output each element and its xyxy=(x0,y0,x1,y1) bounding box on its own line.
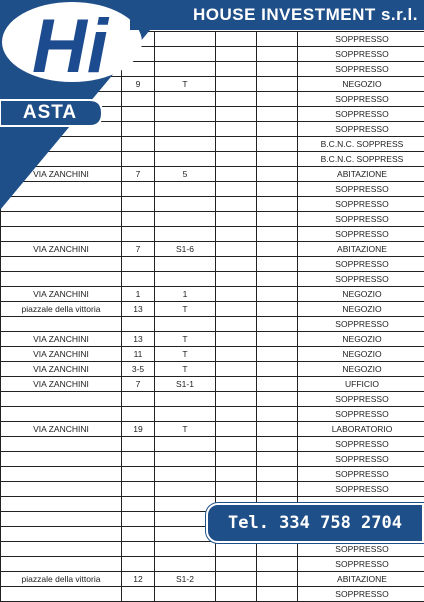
table-cell: 11 xyxy=(122,347,155,362)
table-cell xyxy=(155,137,216,152)
table-cell: SOPPRESSO xyxy=(298,467,424,482)
table-cell xyxy=(257,392,298,407)
phone-number: Tel. 334 758 2704 xyxy=(228,513,402,533)
table-cell xyxy=(216,482,257,497)
table-row xyxy=(1,377,424,392)
table-cell xyxy=(155,107,216,122)
table-cell: T xyxy=(155,347,216,362)
table-cell xyxy=(155,467,216,482)
table-cell xyxy=(257,422,298,437)
table-cell xyxy=(257,572,298,587)
table-cell: SOPPRESSO xyxy=(298,122,424,137)
table-cell xyxy=(1,527,122,542)
table-cell: NEGOZIO xyxy=(298,287,424,302)
table-row xyxy=(1,302,424,317)
table-row xyxy=(1,482,424,497)
table-cell: S1-1 xyxy=(155,377,216,392)
table-cell xyxy=(216,377,257,392)
table-cell xyxy=(216,407,257,422)
table-cell xyxy=(257,287,298,302)
table-cell xyxy=(216,467,257,482)
table-cell xyxy=(216,212,257,227)
table-row xyxy=(1,332,424,347)
table-cell xyxy=(155,437,216,452)
table-row xyxy=(1,452,424,467)
table-cell xyxy=(216,572,257,587)
table-cell xyxy=(216,452,257,467)
table-cell xyxy=(216,77,257,92)
table-cell: NEGOZIO xyxy=(298,347,424,362)
table-cell xyxy=(155,317,216,332)
table-cell: S1-6 xyxy=(155,242,216,257)
table-cell xyxy=(257,482,298,497)
table-cell: SOPPRESSO xyxy=(298,212,424,227)
table-row xyxy=(1,467,424,482)
table-cell xyxy=(122,407,155,422)
table-cell: SOPPRESSO xyxy=(298,227,424,242)
table-cell xyxy=(216,242,257,257)
table-cell: NEGOZIO xyxy=(298,77,424,92)
table-cell xyxy=(216,152,257,167)
table-cell xyxy=(216,182,257,197)
table-cell: 1 xyxy=(122,287,155,302)
table-cell xyxy=(257,347,298,362)
table-cell: SOPPRESSO xyxy=(298,62,424,77)
table-cell xyxy=(1,557,122,572)
table-cell xyxy=(216,47,257,62)
table-cell xyxy=(257,242,298,257)
table-cell xyxy=(257,362,298,377)
table-cell xyxy=(155,92,216,107)
table-cell xyxy=(216,122,257,137)
table-cell: VIA ZANCHINI xyxy=(1,242,122,257)
table-cell xyxy=(216,107,257,122)
table-cell xyxy=(216,137,257,152)
table-cell xyxy=(216,317,257,332)
table-cell xyxy=(1,512,122,527)
table-cell xyxy=(216,392,257,407)
table-cell: T xyxy=(155,422,216,437)
table-cell xyxy=(155,392,216,407)
table-cell: SOPPRESSO xyxy=(298,482,424,497)
table-cell xyxy=(216,257,257,272)
table-cell: VIA ZANCHINI xyxy=(1,362,122,377)
table-cell xyxy=(257,332,298,347)
table-cell xyxy=(257,437,298,452)
table-cell: SOPPRESSO xyxy=(298,407,424,422)
table-cell: 13 xyxy=(122,332,155,347)
table-cell: SOPPRESSO xyxy=(298,107,424,122)
table-cell xyxy=(216,287,257,302)
table-cell xyxy=(1,482,122,497)
table-cell: ABITAZIONE xyxy=(298,167,424,182)
table-cell xyxy=(122,317,155,332)
table-row xyxy=(1,542,424,557)
table-cell: NEGOZIO xyxy=(298,332,424,347)
table-cell xyxy=(216,92,257,107)
table-cell: VIA ZANCHINI xyxy=(1,377,122,392)
table-cell xyxy=(155,557,216,572)
table-cell: 7 xyxy=(122,242,155,257)
table-cell xyxy=(216,437,257,452)
table-row xyxy=(1,257,424,272)
table-cell: 19 xyxy=(122,422,155,437)
table-cell: SOPPRESSO xyxy=(298,257,424,272)
table-cell xyxy=(257,182,298,197)
table-cell xyxy=(155,212,216,227)
table-cell: LABORATORIO xyxy=(298,422,424,437)
table-cell xyxy=(216,422,257,437)
asta-badge-label: ASTA xyxy=(0,100,100,126)
table-cell: SOPPRESSO xyxy=(298,542,424,557)
table-cell xyxy=(122,512,155,527)
table-cell xyxy=(122,557,155,572)
table-cell: SOPPRESSO xyxy=(298,557,424,572)
table-cell: SOPPRESSO xyxy=(298,272,424,287)
table-cell: 7 xyxy=(122,377,155,392)
table-cell xyxy=(1,272,122,287)
table-cell xyxy=(1,587,122,602)
table-cell xyxy=(155,122,216,137)
table-cell xyxy=(122,527,155,542)
table-cell: S1-2 xyxy=(155,572,216,587)
table-cell xyxy=(216,62,257,77)
table-row xyxy=(1,392,424,407)
table-cell xyxy=(1,467,122,482)
table-cell xyxy=(122,452,155,467)
table-cell: piazzale della vittoria xyxy=(1,302,122,317)
table-row xyxy=(1,557,424,572)
table-cell: VIA ZANCHINI xyxy=(1,347,122,362)
table-cell xyxy=(257,107,298,122)
table-cell: NEGOZIO xyxy=(298,362,424,377)
table-cell xyxy=(1,437,122,452)
table-cell xyxy=(155,542,216,557)
table-cell xyxy=(257,557,298,572)
table-cell xyxy=(155,182,216,197)
table-row xyxy=(1,587,424,602)
table-cell: 3-5 xyxy=(122,362,155,377)
table-cell xyxy=(155,482,216,497)
table-cell xyxy=(155,152,216,167)
table-cell xyxy=(257,197,298,212)
table-cell xyxy=(216,227,257,242)
table-cell: SOPPRESSO xyxy=(298,47,424,62)
table-cell: T xyxy=(155,362,216,377)
table-cell xyxy=(257,47,298,62)
table-row xyxy=(1,317,424,332)
table-cell xyxy=(155,272,216,287)
table-cell xyxy=(1,392,122,407)
table-cell xyxy=(257,152,298,167)
table-cell xyxy=(155,47,216,62)
table-cell: VIA ZANCHINI xyxy=(1,287,122,302)
table-cell: VIA ZANCHINI xyxy=(1,422,122,437)
table-cell xyxy=(257,377,298,392)
table-cell: SOPPRESSO xyxy=(298,437,424,452)
table-cell xyxy=(216,32,257,47)
table-cell xyxy=(155,452,216,467)
table-cell xyxy=(122,497,155,512)
table-cell xyxy=(257,137,298,152)
table-cell: 12 xyxy=(122,572,155,587)
table-cell xyxy=(1,407,122,422)
table-cell xyxy=(257,77,298,92)
table-cell xyxy=(1,542,122,557)
table-cell: SOPPRESSO xyxy=(298,32,424,47)
table-cell xyxy=(257,62,298,77)
table-cell: ABITAZIONE xyxy=(298,572,424,587)
table-cell: 7 xyxy=(122,167,155,182)
table-cell xyxy=(257,542,298,557)
table-cell: VIA ZANCHINI xyxy=(1,167,122,182)
table-cell xyxy=(216,362,257,377)
table-cell xyxy=(257,407,298,422)
table-cell: SOPPRESSO xyxy=(298,587,424,602)
table-cell xyxy=(155,587,216,602)
table-cell xyxy=(1,317,122,332)
table-cell xyxy=(216,302,257,317)
table-cell: SOPPRESSO xyxy=(298,317,424,332)
table-cell xyxy=(257,302,298,317)
table-cell xyxy=(155,227,216,242)
company-name: HOUSE INVESTMENT s.r.l. xyxy=(193,5,418,24)
table-cell: 5 xyxy=(155,167,216,182)
table-cell xyxy=(257,167,298,182)
table-cell: T xyxy=(155,77,216,92)
table-cell xyxy=(122,257,155,272)
table-cell xyxy=(257,257,298,272)
table-cell xyxy=(216,557,257,572)
table-cell xyxy=(1,257,122,272)
table-cell: ABITAZIONE xyxy=(298,242,424,257)
table-cell xyxy=(257,227,298,242)
table-cell xyxy=(122,542,155,557)
table-cell xyxy=(1,452,122,467)
table-cell xyxy=(155,197,216,212)
table-cell xyxy=(122,437,155,452)
table-cell: SOPPRESSO xyxy=(298,92,424,107)
table-cell: UFFICIO xyxy=(298,377,424,392)
table-cell xyxy=(216,587,257,602)
logo-letters: Hi xyxy=(32,4,110,89)
table-cell xyxy=(122,392,155,407)
table-row xyxy=(1,272,424,287)
table-cell: B.C.N.C. SOPPRESS xyxy=(298,137,424,152)
table-cell xyxy=(155,32,216,47)
table-row xyxy=(1,422,424,437)
table-cell xyxy=(257,272,298,287)
table-cell xyxy=(257,317,298,332)
company-header xyxy=(130,0,424,30)
table-cell: SOPPRESSO xyxy=(298,182,424,197)
table-row xyxy=(1,362,424,377)
table-cell: B.C.N.C. SOPPRESS xyxy=(298,152,424,167)
table-cell xyxy=(122,482,155,497)
table-cell xyxy=(257,92,298,107)
table-cell: piazzale della vittoria xyxy=(1,572,122,587)
table-cell xyxy=(257,32,298,47)
table-cell: SOPPRESSO xyxy=(298,452,424,467)
table-cell xyxy=(216,347,257,362)
table-row xyxy=(1,242,424,257)
table-cell xyxy=(257,122,298,137)
table-cell xyxy=(122,467,155,482)
table-cell: T xyxy=(155,332,216,347)
table-cell xyxy=(155,62,216,77)
table-cell xyxy=(216,197,257,212)
table-cell xyxy=(257,587,298,602)
table-row xyxy=(1,437,424,452)
table-cell xyxy=(216,332,257,347)
table-cell xyxy=(122,272,155,287)
table-row xyxy=(1,407,424,422)
table-cell: 1 xyxy=(155,287,216,302)
table-cell xyxy=(216,542,257,557)
table-cell xyxy=(155,257,216,272)
table-cell: NEGOZIO xyxy=(298,302,424,317)
table-cell xyxy=(155,407,216,422)
table-row xyxy=(1,347,424,362)
table-cell xyxy=(216,272,257,287)
phone-banner[interactable] xyxy=(206,503,424,543)
table-cell xyxy=(257,467,298,482)
table-cell xyxy=(122,587,155,602)
table-cell xyxy=(257,212,298,227)
table-row xyxy=(1,572,424,587)
table-cell: T xyxy=(155,302,216,317)
table-cell: 13 xyxy=(122,302,155,317)
table-cell: 9 xyxy=(122,77,155,92)
table-row xyxy=(1,287,424,302)
table-cell xyxy=(216,167,257,182)
table-cell: SOPPRESSO xyxy=(298,197,424,212)
table-cell: VIA ZANCHINI xyxy=(1,332,122,347)
table-cell xyxy=(1,497,122,512)
table-cell xyxy=(257,452,298,467)
table-cell: SOPPRESSO xyxy=(298,392,424,407)
